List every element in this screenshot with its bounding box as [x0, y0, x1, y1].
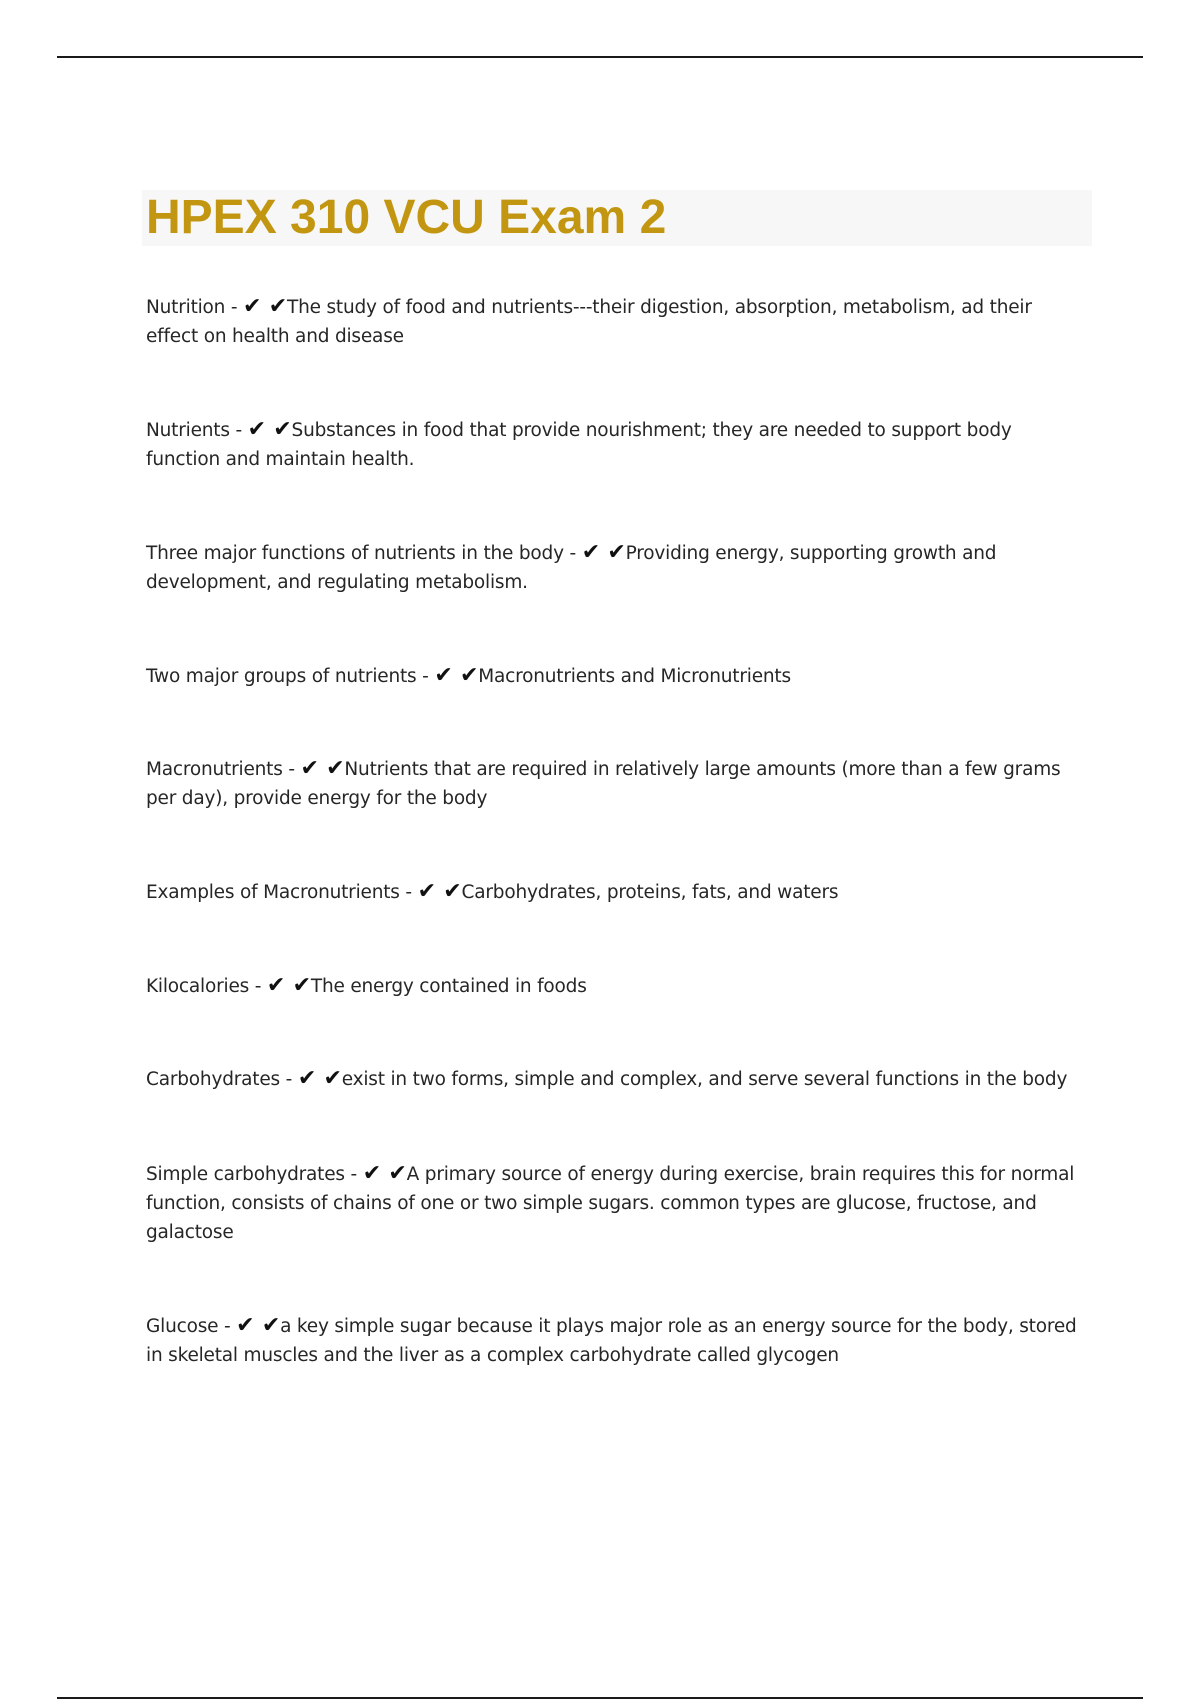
- document-title: HPEX 310 VCU Exam 2: [146, 191, 667, 244]
- entry-term: Nutrition: [146, 297, 226, 318]
- entry-definition: Macronutrients and Micronutrients: [478, 666, 791, 687]
- entry-term: Kilocalories: [146, 976, 250, 997]
- entry-term: Carbohydrates: [146, 1069, 280, 1090]
- entry-term: Macronutrients: [146, 759, 283, 780]
- entry-macronutrients: [146, 755, 1086, 813]
- double-check-icon: ✔ ✔: [297, 1066, 342, 1091]
- entry-separator: -: [563, 543, 582, 564]
- entry-separator: -: [249, 976, 267, 997]
- entry-separator: -: [282, 759, 301, 780]
- entry-definition: A primary source of energy during exercise, brain requires this for normal function, consists of chains of one or two simple sugars. common types are glucose, fructose, and galactose: [146, 1164, 1075, 1243]
- entry-definition: a key simple sugar because it plays major role as an energy source for the body, stored in skeletal muscles and the liver as a complex carbohydrate called glycogen: [146, 1316, 1077, 1366]
- entry-carbohydrates: [146, 1065, 1086, 1094]
- entry-term: Simple carbohydrates: [146, 1164, 345, 1185]
- double-check-icon: ✔ ✔: [434, 663, 479, 688]
- entry-definition: The study of food and nutrients---their digestion, absorption, metabolism, ad their effect on health and disease: [146, 297, 1032, 347]
- double-check-icon: ✔ ✔: [417, 879, 462, 904]
- entry-separator: -: [225, 297, 244, 318]
- entry-separator: -: [344, 1164, 363, 1185]
- entry-definition: exist in two forms, simple and complex, and serve several functions in the body: [341, 1069, 1068, 1090]
- entry-simple-carbohydrates: [146, 1160, 1086, 1247]
- entry-two-major-groups: [146, 662, 1086, 691]
- double-check-icon: ✔ ✔: [236, 1313, 281, 1338]
- entry-definition: Providing energy, supporting growth and development, and regulating metabolism.: [146, 543, 997, 593]
- entry-examples-of-macronutrients: [146, 878, 1086, 907]
- entry-term: Examples of Macronutrients: [146, 882, 400, 903]
- entry-definition: Nutrients that are required in relatively large amounts (more than a few grams per day), provide energy for the body: [146, 759, 1061, 809]
- bottom-rule: [57, 1697, 1143, 1699]
- double-check-icon: ✔ ✔: [243, 294, 287, 319]
- entry-separator: -: [399, 882, 418, 903]
- double-check-icon: ✔ ✔: [581, 540, 626, 565]
- entry-term: Nutrients: [146, 420, 230, 441]
- entry-definition: Substances in food that provide nourishment; they are needed to support body function and maintain health.: [146, 420, 1012, 470]
- double-check-icon: ✔ ✔: [266, 973, 311, 998]
- entry-term: Three major functions of nutrients in the body: [146, 543, 564, 564]
- entry-definition: The energy contained in foods: [310, 976, 587, 997]
- title-band: [142, 190, 1092, 246]
- entry-term: Glucose: [146, 1316, 219, 1337]
- entry-separator: -: [416, 666, 435, 687]
- entry-nutrition: [146, 293, 1086, 351]
- entry-separator: -: [279, 1069, 298, 1090]
- entry-separator: -: [218, 1316, 237, 1337]
- entry-definition: Carbohydrates, proteins, fats, and waters: [461, 882, 839, 903]
- double-check-icon: ✔ ✔: [362, 1161, 407, 1186]
- entry-term: Two major groups of nutrients: [146, 666, 417, 687]
- entry-glucose: [146, 1312, 1086, 1370]
- entry-separator: -: [229, 420, 248, 441]
- top-rule: [57, 56, 1143, 58]
- entry-three-major-functions: [146, 539, 1086, 597]
- double-check-icon: ✔ ✔: [300, 756, 345, 781]
- double-check-icon: ✔ ✔: [247, 417, 292, 442]
- entry-kilocalories: [146, 972, 1086, 1001]
- entry-nutrients: [146, 416, 1086, 474]
